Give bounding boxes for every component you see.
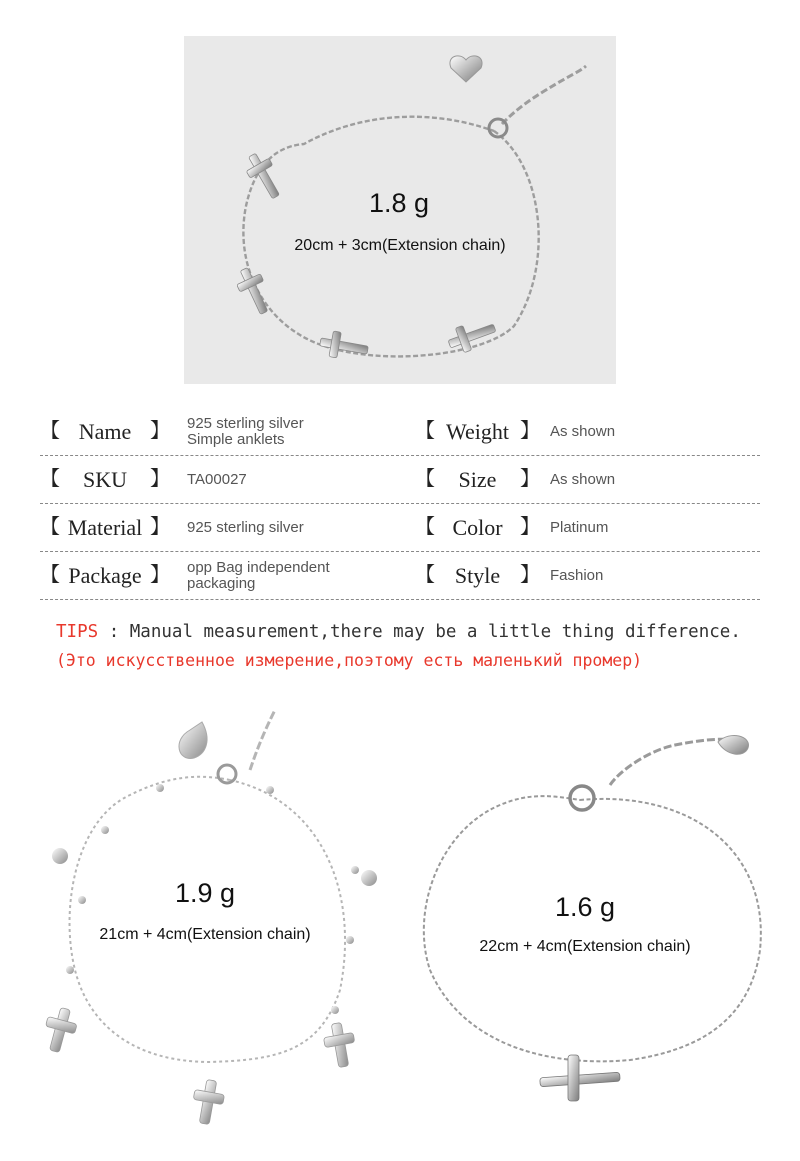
right-length: 22cm + 4cm(Extension chain) xyxy=(479,938,691,955)
sku-value: TA00027 xyxy=(187,470,247,488)
cross-charm-1 xyxy=(232,149,499,363)
color-label: 【 Color 】 xyxy=(415,515,540,540)
spec-row xyxy=(40,456,760,504)
spec-row xyxy=(40,408,760,456)
material-label: 【 Material 】 xyxy=(40,515,170,540)
tips-line-2: (Это искусственное измерение,поэтому есть маленький промер) xyxy=(56,651,643,670)
package-label: 【 Package 】 xyxy=(40,563,170,588)
sku-label: 【 SKU 】 xyxy=(40,467,170,492)
weight-value: As shown xyxy=(550,422,616,440)
style-value: Fashion xyxy=(550,566,604,584)
bracelet-image-left xyxy=(20,690,400,1155)
product-photo-right xyxy=(400,690,780,1155)
name-label: 【 Name 】 xyxy=(40,419,170,444)
spec-table xyxy=(40,408,760,600)
top-weight: 1.8 g xyxy=(368,188,430,218)
left-length: 21cm + 4cm(Extension chain) xyxy=(99,926,311,943)
tips-line-1 xyxy=(56,622,741,642)
size-label: 【 Size 】 xyxy=(415,467,540,492)
spec-row xyxy=(40,552,760,600)
name-value: 925 sterling silver Simple anklets xyxy=(187,414,304,448)
right-weight: 1.6 g xyxy=(554,892,616,922)
left-weight: 1.9 g xyxy=(174,878,236,908)
weight-label: 【 Weight 】 xyxy=(415,419,540,444)
material-value: 925 sterling silver xyxy=(187,518,304,536)
spec-row xyxy=(40,504,760,552)
tips-tag: TIPS xyxy=(56,622,99,642)
package-value: opp Bag independent packaging xyxy=(187,558,330,592)
tips-text: : Manual measurement,there may be a little thing difference. xyxy=(108,622,741,642)
top-length: 20cm + 3cm(Extension chain) xyxy=(294,237,506,254)
size-value: As shown xyxy=(550,470,616,488)
product-photo-top xyxy=(184,36,616,384)
color-value: Platinum xyxy=(550,518,609,536)
style-label: 【 Style 】 xyxy=(415,563,540,588)
cross-charm xyxy=(540,1055,620,1101)
product-photo-left xyxy=(20,690,400,1155)
